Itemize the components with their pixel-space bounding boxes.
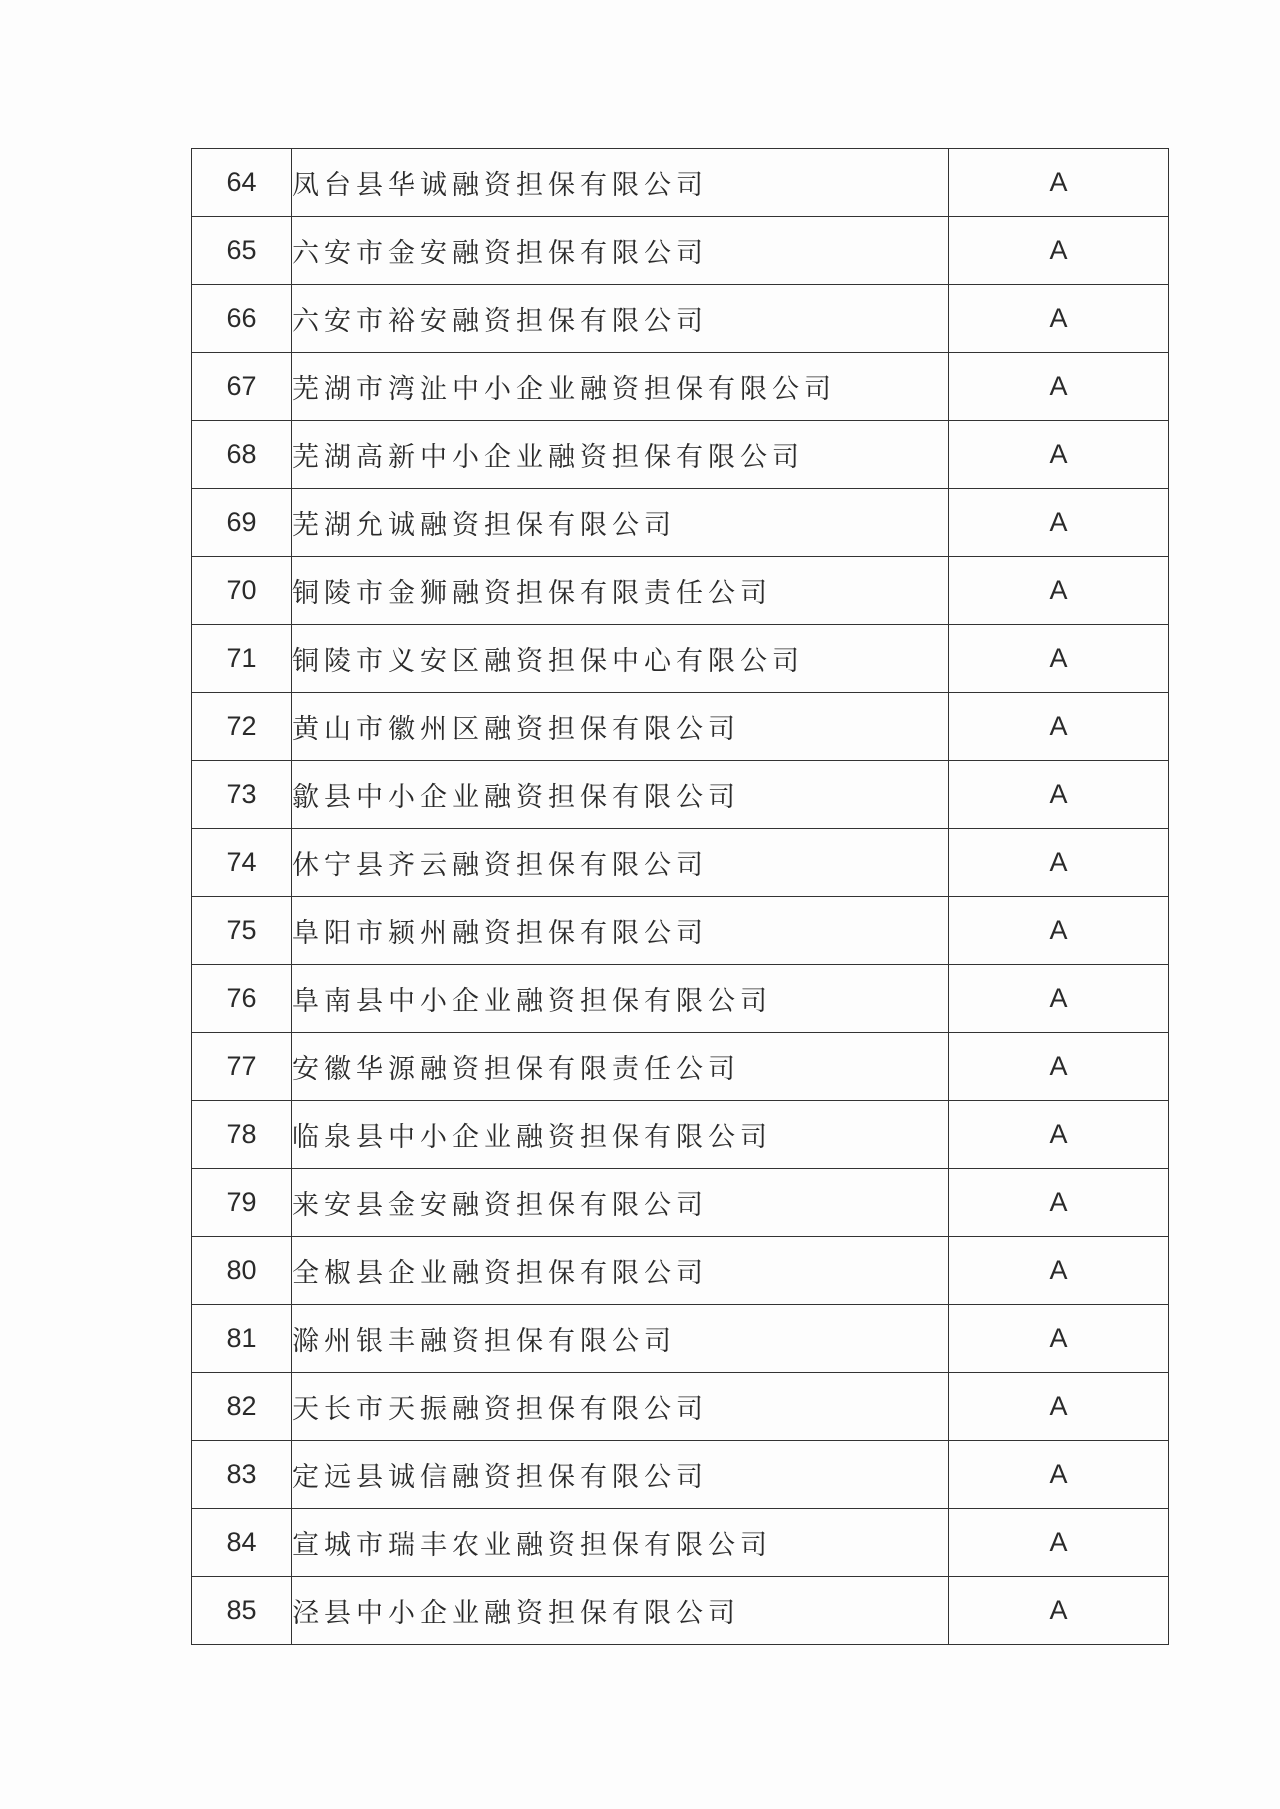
row-number: 71 — [192, 625, 292, 693]
row-number: 69 — [192, 489, 292, 557]
row-number: 83 — [192, 1441, 292, 1509]
row-number: 65 — [192, 217, 292, 285]
table-row — [192, 1237, 1169, 1305]
table-row — [192, 829, 1169, 897]
table-body — [192, 149, 1169, 1645]
rating-grade: A — [949, 1169, 1169, 1237]
rating-grade: A — [949, 285, 1169, 353]
row-number: 84 — [192, 1509, 292, 1577]
company-name: 临泉县中小企业融资担保有限公司 — [292, 1101, 949, 1169]
row-number: 75 — [192, 897, 292, 965]
row-number: 78 — [192, 1101, 292, 1169]
row-number: 77 — [192, 1033, 292, 1101]
row-number: 68 — [192, 421, 292, 489]
table-row — [192, 1169, 1169, 1237]
rating-grade: A — [949, 1237, 1169, 1305]
company-name: 铜陵市金狮融资担保有限责任公司 — [292, 557, 949, 625]
table-row — [192, 353, 1169, 421]
company-name: 铜陵市义安区融资担保中心有限公司 — [292, 625, 949, 693]
rating-grade: A — [949, 149, 1169, 217]
company-name: 来安县金安融资担保有限公司 — [292, 1169, 949, 1237]
guarantee-company-table — [191, 148, 1169, 1645]
row-number: 74 — [192, 829, 292, 897]
rating-grade: A — [949, 421, 1169, 489]
rating-grade: A — [949, 217, 1169, 285]
rating-grade: A — [949, 829, 1169, 897]
row-number: 82 — [192, 1373, 292, 1441]
company-name: 定远县诚信融资担保有限公司 — [292, 1441, 949, 1509]
rating-grade: A — [949, 1509, 1169, 1577]
table-row — [192, 489, 1169, 557]
company-name: 安徽华源融资担保有限责任公司 — [292, 1033, 949, 1101]
table-row — [192, 1305, 1169, 1373]
table-row — [192, 1509, 1169, 1577]
rating-grade: A — [949, 1441, 1169, 1509]
company-name: 六安市裕安融资担保有限公司 — [292, 285, 949, 353]
row-number: 67 — [192, 353, 292, 421]
table-row — [192, 1373, 1169, 1441]
table-row — [192, 693, 1169, 761]
table-row — [192, 965, 1169, 1033]
company-name: 凤台县华诚融资担保有限公司 — [292, 149, 949, 217]
rating-grade: A — [949, 353, 1169, 421]
row-number: 66 — [192, 285, 292, 353]
rating-grade: A — [949, 625, 1169, 693]
table-row — [192, 421, 1169, 489]
rating-grade: A — [949, 761, 1169, 829]
rating-grade: A — [949, 489, 1169, 557]
row-number: 79 — [192, 1169, 292, 1237]
rating-grade: A — [949, 557, 1169, 625]
company-name: 全椒县企业融资担保有限公司 — [292, 1237, 949, 1305]
row-number: 81 — [192, 1305, 292, 1373]
row-number: 80 — [192, 1237, 292, 1305]
table-row — [192, 557, 1169, 625]
row-number: 70 — [192, 557, 292, 625]
company-name: 六安市金安融资担保有限公司 — [292, 217, 949, 285]
row-number: 73 — [192, 761, 292, 829]
company-name: 芜湖市湾沚中小企业融资担保有限公司 — [292, 353, 949, 421]
company-name: 芜湖允诚融资担保有限公司 — [292, 489, 949, 557]
table-row — [192, 149, 1169, 217]
company-name: 泾县中小企业融资担保有限公司 — [292, 1577, 949, 1645]
rating-grade: A — [949, 1033, 1169, 1101]
rating-grade: A — [949, 1373, 1169, 1441]
company-name: 芜湖高新中小企业融资担保有限公司 — [292, 421, 949, 489]
table-row — [192, 1101, 1169, 1169]
company-name: 黄山市徽州区融资担保有限公司 — [292, 693, 949, 761]
company-name: 阜阳市颍州融资担保有限公司 — [292, 897, 949, 965]
row-number: 72 — [192, 693, 292, 761]
company-name: 休宁县齐云融资担保有限公司 — [292, 829, 949, 897]
row-number: 64 — [192, 149, 292, 217]
company-name: 天长市天振融资担保有限公司 — [292, 1373, 949, 1441]
table-row — [192, 217, 1169, 285]
rating-grade: A — [949, 1101, 1169, 1169]
table-row — [192, 285, 1169, 353]
company-name: 阜南县中小企业融资担保有限公司 — [292, 965, 949, 1033]
table-row — [192, 625, 1169, 693]
table-row — [192, 761, 1169, 829]
row-number: 85 — [192, 1577, 292, 1645]
company-name: 宣城市瑞丰农业融资担保有限公司 — [292, 1509, 949, 1577]
table-row — [192, 897, 1169, 965]
company-name: 歙县中小企业融资担保有限公司 — [292, 761, 949, 829]
company-name: 滁州银丰融资担保有限公司 — [292, 1305, 949, 1373]
rating-grade: A — [949, 693, 1169, 761]
rating-grade: A — [949, 1577, 1169, 1645]
table-row — [192, 1577, 1169, 1645]
rating-grade: A — [949, 897, 1169, 965]
rating-grade: A — [949, 965, 1169, 1033]
table-row — [192, 1033, 1169, 1101]
row-number: 76 — [192, 965, 292, 1033]
table-row — [192, 1441, 1169, 1509]
rating-grade: A — [949, 1305, 1169, 1373]
